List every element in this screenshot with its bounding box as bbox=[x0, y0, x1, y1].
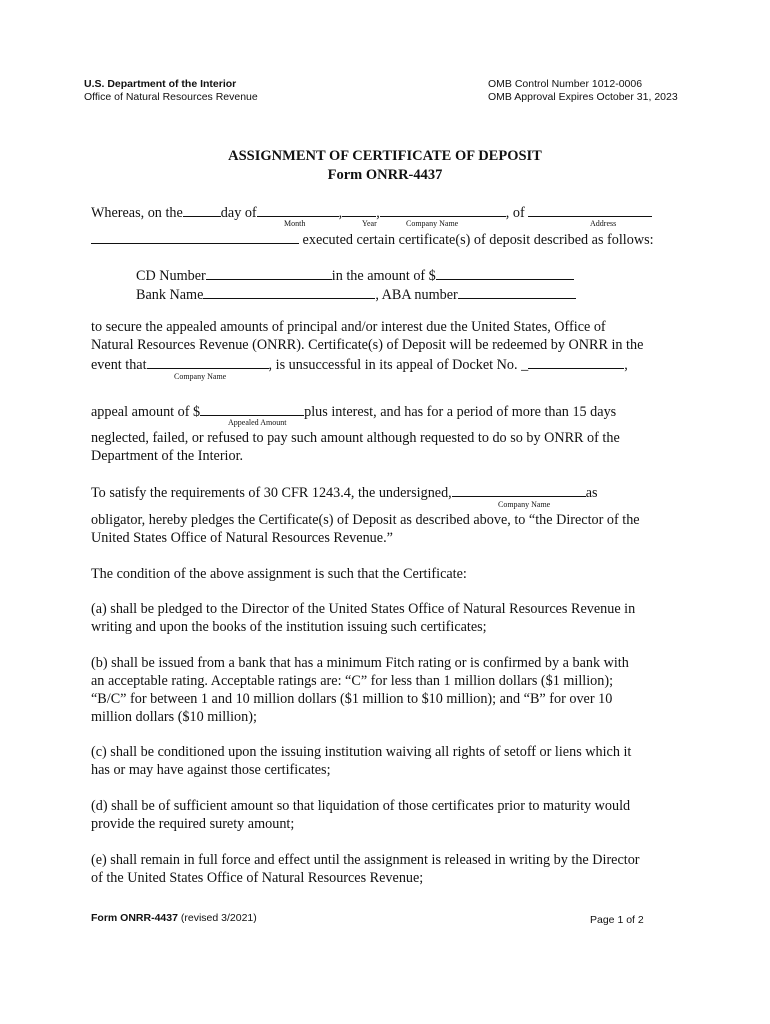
month-caption: Month bbox=[284, 219, 306, 228]
agency-header bbox=[84, 78, 258, 104]
item-b-line-2: an acceptable rating. Acceptable ratings are: “C” for less than 1 million dollars ($1 million); bbox=[91, 673, 614, 689]
omb-header bbox=[488, 78, 678, 104]
item-d-line-1: (d) shall be of sufficient amount so that liquidation of those certificates prior to maturity would bbox=[91, 798, 631, 814]
item-e-line-1: (e) shall remain in full force and effect until the assignment is released in writing by the Director bbox=[91, 852, 640, 868]
form-number-title: Form ONRR-4437 bbox=[327, 167, 443, 183]
appealed-amount-field[interactable] bbox=[200, 401, 304, 416]
bank-name-field[interactable] bbox=[203, 284, 375, 299]
omb-approval-expiry: OMB Approval Expires October 31, 2023 bbox=[488, 91, 678, 103]
satisfy-line-1: To satisfy the requirements of 30 CFR 1243.4, the undersigned, as bbox=[91, 482, 598, 502]
year-caption: Year bbox=[362, 219, 377, 228]
condition-statement: The condition of the above assignment is such that the Certificate: bbox=[91, 566, 467, 582]
bank-name-line: Bank Name , ABA number bbox=[136, 284, 576, 304]
satisfy-line-2: obligator, hereby pledges the Certificate(s) of Deposit as described above, to “the Director of the bbox=[91, 512, 640, 528]
item-c-line-2: has or may have against those certificates; bbox=[91, 762, 331, 778]
office-name: Office of Natural Resources Revenue bbox=[84, 91, 258, 103]
footer-revision: (revised 3/2021) bbox=[177, 912, 257, 924]
item-a-line-2: writing and upon the books of the institution issuing such certificates; bbox=[91, 619, 487, 635]
footer-form-id bbox=[91, 912, 257, 924]
obligator-company-caption: Company Name bbox=[498, 500, 551, 509]
docket-number-field[interactable] bbox=[528, 354, 624, 369]
omb-control-number: OMB Control Number 1012-0006 bbox=[488, 78, 643, 90]
item-c-line-1: (c) shall be conditioned upon the issuing institution waiving all rights of setoff or liens which it bbox=[91, 744, 632, 760]
appeal-amount-line: appeal amount of $ plus interest, and has for a period of more than 15 days bbox=[91, 401, 616, 421]
address-caption: Address bbox=[590, 219, 617, 228]
whereas-line: Whereas, on the day of , , , of bbox=[91, 202, 652, 222]
executor-field[interactable] bbox=[91, 229, 299, 244]
secure-company-caption: Company Name bbox=[174, 372, 227, 381]
item-e-line-2: of the United States Office of Natural Resources Revenue; bbox=[91, 870, 424, 886]
company-name-caption: Company Name bbox=[406, 219, 459, 228]
month-field[interactable] bbox=[257, 202, 339, 217]
aba-number-field[interactable] bbox=[458, 284, 576, 299]
year-field[interactable] bbox=[342, 202, 376, 217]
item-b-line-1: (b) shall be issued from a bank that has a minimum Fitch rating or is confirmed by a bank with bbox=[91, 655, 629, 671]
appealed-amount-caption: Appealed Amount bbox=[228, 418, 287, 427]
item-b-line-3: “B/C” for between 1 and 10 million dollars ($1 million to $10 million); and “B” for over 10 bbox=[91, 691, 613, 707]
company-name-field[interactable] bbox=[380, 202, 506, 217]
appellant-company-field[interactable] bbox=[147, 354, 269, 369]
item-a-line-1: (a) shall be pledged to the Director of the United States Office of Natural Resources Revenue in bbox=[91, 601, 636, 617]
appeal-line-3: Department of the Interior. bbox=[91, 448, 244, 464]
cd-number-line: CD Number in the amount of $ bbox=[136, 265, 574, 285]
day-field[interactable] bbox=[183, 202, 221, 217]
satisfy-line-3: United States Office of Natural Resources Revenue.” bbox=[91, 530, 393, 546]
executed-line: executed certain certificate(s) of deposit described as follows: bbox=[91, 229, 654, 249]
secure-line-1: to secure the appealed amounts of principal and/or interest due the United States, Office of bbox=[91, 319, 606, 335]
cd-amount-field[interactable] bbox=[436, 265, 574, 280]
cd-number-field[interactable] bbox=[206, 265, 332, 280]
appeal-line-2: neglected, failed, or refused to pay such amount although requested to do so by ONRR of the bbox=[91, 430, 620, 446]
obligator-company-field[interactable] bbox=[452, 482, 586, 497]
secure-line-3: event that , is unsuccessful in its appeal of Docket No. _ , bbox=[91, 354, 628, 374]
address-field[interactable] bbox=[528, 202, 652, 217]
page-number: Page 1 of 2 bbox=[590, 914, 644, 926]
secure-line-2: Natural Resources Revenue (ONRR). Certificate(s) of Deposit will be redeemed by ONRR in the bbox=[91, 337, 644, 353]
item-d-line-2: provide the required surety amount; bbox=[91, 816, 295, 832]
item-b-line-4: million dollars ($10 million); bbox=[91, 709, 257, 725]
agency-name: U.S. Department of the Interior bbox=[84, 78, 237, 90]
footer-form-number: Form ONRR-4437 bbox=[91, 912, 178, 924]
document-title: ASSIGNMENT OF CERTIFICATE OF DEPOSIT bbox=[228, 148, 542, 164]
